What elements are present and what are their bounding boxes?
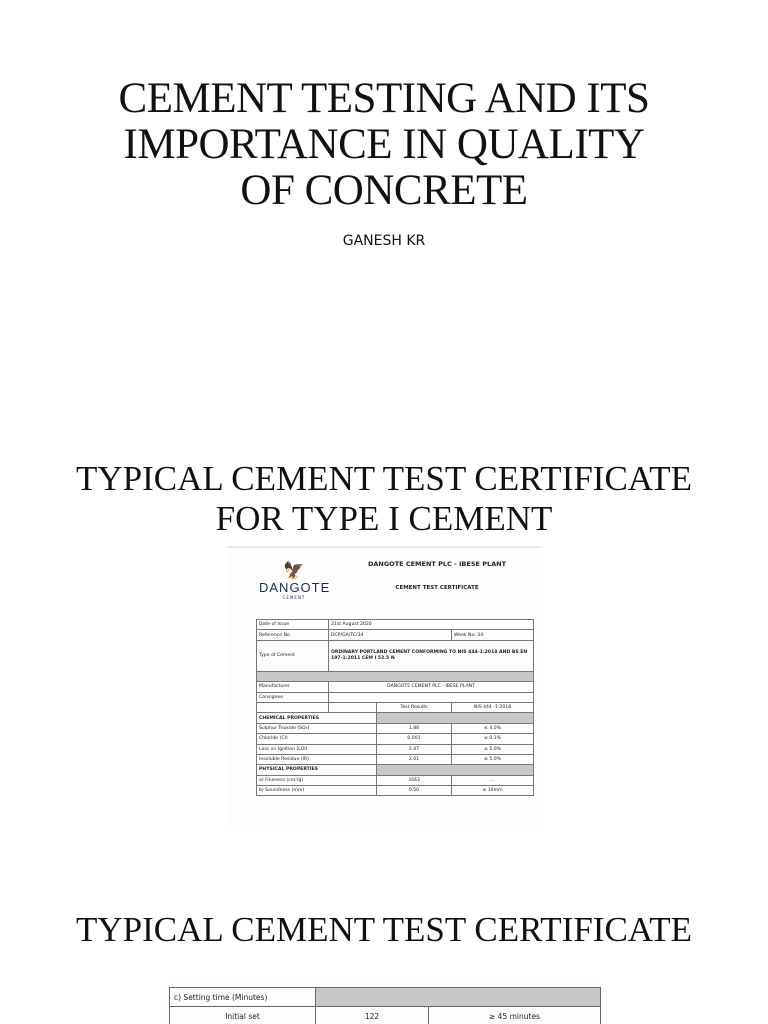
table-row bbox=[257, 765, 534, 775]
table-row bbox=[257, 744, 534, 754]
cell: Date of Issue bbox=[257, 620, 329, 630]
cell bbox=[377, 713, 534, 723]
cell: Test Results bbox=[377, 702, 452, 712]
cell: Consignee bbox=[257, 692, 329, 702]
title-line: FOR TYPE I CEMENT bbox=[215, 499, 553, 538]
logo-text: DANGOTE bbox=[259, 580, 331, 595]
eagle-icon: 🦅 bbox=[283, 561, 305, 581]
table-row bbox=[257, 630, 534, 640]
cell: ≤ 10mm bbox=[452, 786, 534, 796]
certificate-heading: CEMENT TEST CERTIFICATE bbox=[395, 585, 479, 591]
certificate-table bbox=[256, 619, 534, 796]
cell: DCP/GA/TC/34 bbox=[329, 630, 452, 640]
dangote-logo bbox=[259, 562, 329, 600]
table-row bbox=[257, 682, 534, 692]
company-name: DANGOTE CEMENT PLC - IBESE PLANT bbox=[367, 560, 507, 568]
cell: Insoluble Residue (IR) bbox=[257, 754, 377, 764]
cell: 21st August 2020 bbox=[329, 620, 534, 630]
slide-title bbox=[0, 910, 768, 950]
cell: Manufacturer bbox=[257, 682, 329, 692]
presentation-title bbox=[0, 76, 768, 214]
cell: ... bbox=[452, 775, 534, 785]
cell: Loss on Ignition (LOI) bbox=[257, 744, 377, 754]
title-line: TYPICAL CEMENT TEST CERTIFICATE bbox=[76, 459, 692, 498]
cell: 3443 bbox=[377, 775, 452, 785]
cell: 0.001 bbox=[377, 734, 452, 744]
table-row bbox=[257, 723, 534, 733]
cell bbox=[329, 702, 377, 712]
cell: 1.88 bbox=[377, 723, 452, 733]
cell: Sulphur Trioxide (SO₃) bbox=[257, 723, 377, 733]
cell: Type of Cement bbox=[257, 640, 329, 671]
cell: a) Fineness (cm²/g) bbox=[257, 775, 377, 785]
certificate-image bbox=[167, 983, 603, 1024]
cell: 0.50 bbox=[377, 786, 452, 796]
cell: ≥ 45 minutes bbox=[429, 1007, 601, 1024]
cell bbox=[316, 988, 601, 1007]
cell: Initial set bbox=[170, 1007, 316, 1024]
table-row bbox=[257, 713, 534, 723]
cell: Week No: 34 bbox=[452, 630, 534, 640]
logo-subtext: CEMENT bbox=[282, 595, 306, 600]
cell: ≤ 4.0% bbox=[452, 723, 534, 733]
certificate-image bbox=[227, 546, 542, 826]
certificate-table bbox=[169, 987, 601, 1024]
cell: DANGOTE CEMENT PLC - IBESE PLANT bbox=[329, 682, 534, 692]
title-line: TYPICAL CEMENT TEST CERTIFICATE bbox=[76, 910, 692, 949]
table-row bbox=[257, 640, 534, 671]
cell: ORDINARY PORTLAND CEMENT CONFORMING TO NIS 444-1:2018 AND BS EN 197-1:2011 CEM I 52.5 N bbox=[329, 640, 534, 671]
cell bbox=[329, 692, 534, 702]
cell: ≤ 0.1% bbox=[452, 734, 534, 744]
table-row bbox=[257, 692, 534, 702]
cell: 2.47 bbox=[377, 744, 452, 754]
cell: 2.01 bbox=[377, 754, 452, 764]
table-row bbox=[257, 620, 534, 630]
table-row bbox=[170, 1007, 601, 1024]
table-row bbox=[170, 988, 601, 1007]
cell bbox=[257, 702, 329, 712]
slide-title bbox=[0, 459, 768, 539]
title-line: IMPORTANCE IN QUALITY bbox=[123, 121, 645, 168]
cell: PHYSICAL PROPERTIES bbox=[257, 765, 377, 775]
table-row bbox=[257, 702, 534, 712]
cell: 122 bbox=[316, 1007, 429, 1024]
cell: NIS 444 -1:2018 bbox=[452, 702, 534, 712]
cell: ≤ 5.0% bbox=[452, 744, 534, 754]
table-row bbox=[257, 786, 534, 796]
title-line: OF CONCRETE bbox=[240, 167, 528, 214]
cell: CHEMICAL PROPERTIES bbox=[257, 713, 377, 723]
cell: c) Setting time (Minutes) bbox=[170, 988, 316, 1007]
cell: Chloride (Cl) bbox=[257, 734, 377, 744]
table-row bbox=[257, 671, 534, 681]
cell: b) Soundness (mm) bbox=[257, 786, 377, 796]
cell bbox=[377, 765, 534, 775]
author-name: GANESH KR bbox=[342, 233, 426, 249]
table-row bbox=[257, 775, 534, 785]
table-row bbox=[257, 754, 534, 764]
cell: Reference No bbox=[257, 630, 329, 640]
table-row bbox=[257, 734, 534, 744]
title-line: CEMENT TESTING AND ITS bbox=[118, 75, 650, 122]
cell: ≤ 5.0% bbox=[452, 754, 534, 764]
cell bbox=[257, 671, 534, 681]
